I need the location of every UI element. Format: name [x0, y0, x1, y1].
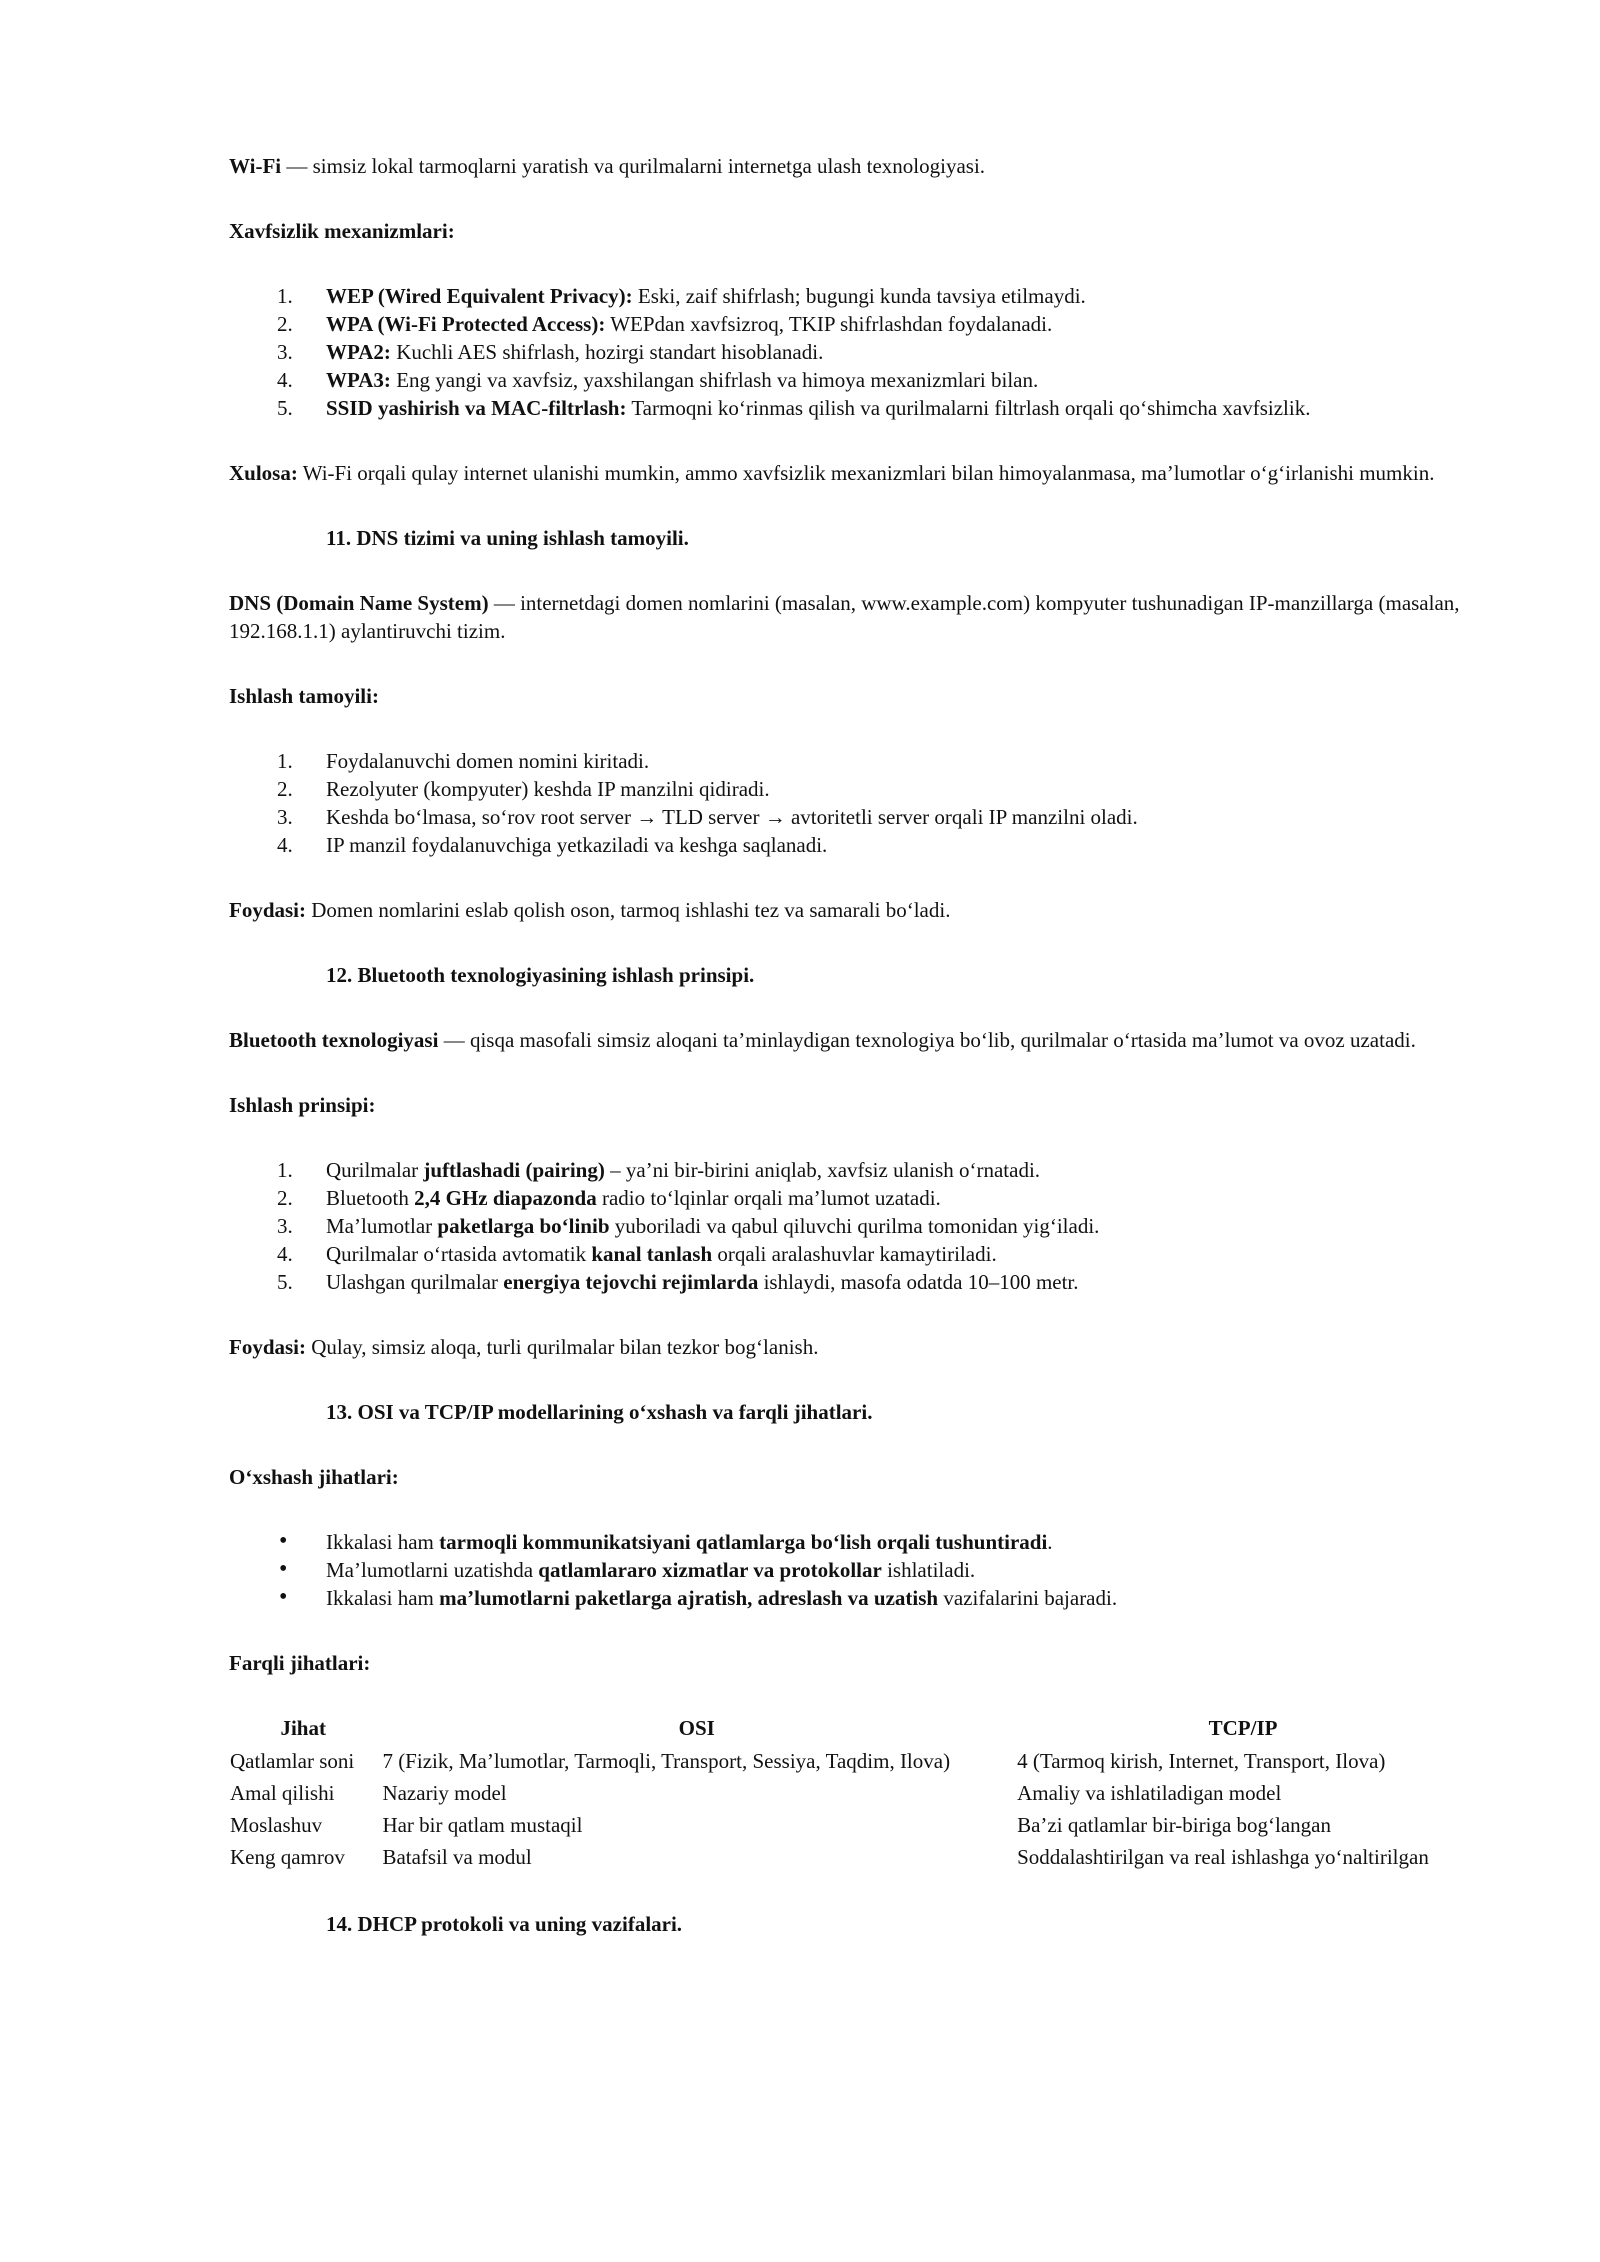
wifi-security-heading: Xavfsizlik mexanizmlari: [229, 219, 455, 243]
list-item [229, 282, 1474, 310]
bullet-icon: • [279, 1584, 288, 1610]
list-item-text: Kuchli AES shifrlash, hozirgi standart hisoblanadi. [390, 340, 824, 364]
bluetooth-benefit [229, 1333, 1474, 1361]
table-cell: Amal qilishi [230, 1781, 335, 1805]
benefit-text: Domen nomlarini eslab qolish oson, tarmoq ishlashi tez va samarali bo‘ladi. [306, 898, 951, 922]
list-item-text: WEPdan xavfsizroq, TKIP shifrlashdan foydalanadi. [605, 312, 1053, 336]
list-number: 1. [277, 1158, 293, 1182]
dns-section-title: 11. DNS tizimi va uning ishlash tamoyili. [326, 526, 689, 550]
table-cell: Qatlamlar soni [230, 1749, 355, 1773]
list-item-text: Eski, zaif shifrlash; bugungi kunda tavsiya etilmaydi. [632, 284, 1086, 308]
list-item-emphasis: qatlamlararo xizmatlar va protokollar [538, 1558, 882, 1582]
dns-principle-heading: Ishlash tamoyili: [229, 684, 379, 708]
list-item-emphasis: kanal tanlash [591, 1242, 713, 1266]
list-item-term: WPA (Wi-Fi Protected Access): [326, 312, 606, 336]
list-item [229, 310, 1474, 338]
list-item-text: Qurilmalar o‘rtasida avtomatik [326, 1242, 592, 1266]
document-body [229, 152, 1474, 1975]
dns-steps-list [229, 747, 1474, 859]
wifi-security-list [229, 282, 1474, 422]
table-header-row [227, 1714, 1472, 1745]
list-item-text: ishlaydi, masofa odatda 10–100 metr. [758, 1270, 1079, 1294]
list-item-term: WPA2: [326, 340, 391, 364]
dhcp-section-title: 14. DHCP protokoli va uning vazifalari. [326, 1912, 683, 1936]
list-item-text: Bluetooth [326, 1186, 415, 1210]
list-item-emphasis: tarmoqli kommunikatsiyani qatlamlarga bo‘lish orqali tushuntiradi [439, 1530, 1048, 1554]
list-item [229, 1156, 1474, 1184]
conclusion-text: Wi-Fi orqali qulay internet ulanishi mumkin, ammo xavfsizlik mexanizmlari bilan himoyalanmasa, ma’lumotlar o‘g‘irlanishi mumkin. [297, 461, 1435, 485]
list-item [229, 775, 1474, 803]
column-header-tcpip: TCP/IP [1208, 1716, 1278, 1740]
list-item [229, 338, 1474, 366]
list-item-term: SSID yashirish va MAC-filtrlash: [326, 396, 627, 420]
list-item [229, 1584, 1474, 1612]
list-item-text: ishlatiladi. [881, 1558, 976, 1582]
table-cell: Keng qamrov [230, 1845, 345, 1869]
list-item-term: WPA3: [326, 368, 391, 392]
table-cell: Nazariy model [382, 1781, 507, 1805]
table-cell: Har bir qatlam mustaqil [382, 1813, 583, 1837]
table-cell: Moslashuv [230, 1813, 323, 1837]
osi-section-title: 13. OSI va TCP/IP modellarining o‘xshash va farqli jihatlari. [326, 1400, 873, 1424]
table-cell: Soddalashtirilgan va real ishlashga yo‘naltirilgan [1017, 1845, 1429, 1869]
bluetooth-principle-heading: Ishlash prinsipi: [229, 1093, 376, 1117]
comparison-table [227, 1714, 1472, 1873]
list-number: 2. [277, 1186, 293, 1210]
bluetooth-definition-text: — qisqa masofali simsiz aloqani ta’minlaydigan texnologiya bo‘lib, qurilmalar o‘rtasida ma’lumot va ovoz uzatadi. [438, 1028, 1416, 1052]
osi-diff-heading: Farqli jihatlari: [229, 1651, 371, 1675]
list-item-emphasis: juftlashadi (pairing) [423, 1158, 605, 1182]
column-header-aspect: Jihat [280, 1716, 326, 1740]
list-number: 4. [277, 833, 293, 857]
list-item-text: Qurilmalar [326, 1158, 424, 1182]
list-number: 3. [277, 805, 293, 829]
list-item-text: Keshda bo‘lmasa, so‘rov root server → TLD server → avtoritetli server orqali IP manzilni oladi. [326, 805, 1138, 829]
list-number: 1. [277, 284, 293, 308]
column-header-osi: OSI [678, 1716, 715, 1740]
list-item [229, 1240, 1474, 1268]
list-item [229, 803, 1474, 831]
table-cell: Amaliy va ishlatiladigan model [1017, 1781, 1282, 1805]
dns-definition [229, 589, 1474, 645]
bluetooth-definition [229, 1026, 1474, 1054]
list-item [229, 747, 1474, 775]
list-item [229, 366, 1474, 394]
list-number: 5. [277, 1270, 293, 1294]
list-number: 4. [277, 1242, 293, 1266]
list-item-text: Ma’lumotlar [326, 1214, 438, 1238]
dns-definition-text: — internetdagi domen nomlarini (masalan, www.example.com) kompyuter tushunadigan IP-manzillarga (masalan, 192.168.1.1) aylantiruvchi tizim. [229, 591, 1460, 643]
table-row [227, 1809, 1472, 1841]
list-number: 3. [277, 340, 293, 364]
list-item-term: WEP (Wired Equivalent Privacy): [326, 284, 633, 308]
bullet-icon: • [279, 1556, 288, 1582]
list-number: 3. [277, 1214, 293, 1238]
dns-term: DNS (Domain Name System) [229, 591, 489, 615]
table-cell: Ba’zi qatlamlar bir-biriga bog‘langan [1017, 1813, 1331, 1837]
table-cell: 4 (Tarmoq kirish, Internet, Transport, Ilova) [1017, 1749, 1386, 1773]
list-item-text: radio to‘lqinlar orqali ma’lumot uzatadi. [596, 1186, 941, 1210]
list-item-text: Ikkalasi ham [326, 1530, 440, 1554]
wifi-definition-text: — simsiz lokal tarmoqlarni yaratish va qurilmalarni internetga ulash texnologiyasi. [281, 154, 986, 178]
bullet-icon: • [279, 1528, 288, 1554]
table-cell: Batafsil va modul [382, 1845, 532, 1869]
list-item [229, 1528, 1474, 1556]
list-item-text: Ulashgan qurilmalar [326, 1270, 504, 1294]
list-item-emphasis: 2,4 GHz diapazonda [414, 1186, 597, 1210]
list-item-emphasis: paketlarga bo‘linib [437, 1214, 610, 1238]
list-item [229, 831, 1474, 859]
benefit-label: Foydasi: [229, 898, 307, 922]
wifi-conclusion [229, 459, 1474, 487]
table-row [227, 1841, 1472, 1873]
list-item [229, 1556, 1474, 1584]
list-item-emphasis: ma’lumotlarni paketlarga ajratish, adreslash va uzatish [439, 1586, 939, 1610]
list-number: 2. [277, 777, 293, 801]
list-item-text: Ma’lumotlarni uzatishda [326, 1558, 539, 1582]
table-row [227, 1777, 1472, 1809]
dns-benefit [229, 896, 1474, 924]
list-item-text: . [1047, 1530, 1053, 1554]
bluetooth-term: Bluetooth texnologiyasi [229, 1028, 439, 1052]
list-item-text: Ikkalasi ham [326, 1586, 440, 1610]
list-item-text: Rezolyuter (kompyuter) keshda IP manzilni qidiradi. [326, 777, 770, 801]
wifi-definition [229, 152, 1474, 180]
list-item-text: vazifalarini bajaradi. [938, 1586, 1118, 1610]
list-item-text: yuboriladi va qabul qiluvchi qurilma tomonidan yig‘iladi. [609, 1214, 1100, 1238]
list-item [229, 1268, 1474, 1296]
bluetooth-steps-list [229, 1156, 1474, 1296]
list-item [229, 1184, 1474, 1212]
osi-similar-list [229, 1528, 1474, 1612]
osi-similar-heading: O‘xshash jihatlari: [229, 1465, 399, 1489]
list-item-text: Tarmoqni ko‘rinmas qilish va qurilmalarni filtrlash orqali qo‘shimcha xavfsizlik. [626, 396, 1311, 420]
list-number: 1. [277, 749, 293, 773]
benefit-text: Qulay, simsiz aloqa, turli qurilmalar bilan tezkor bog‘lanish. [306, 1335, 819, 1359]
list-item [229, 1212, 1474, 1240]
list-number: 4. [277, 368, 293, 392]
list-item-emphasis: energiya tejovchi rejimlarda [503, 1270, 759, 1294]
bluetooth-section-title: 12. Bluetooth texnologiyasining ishlash prinsipi. [326, 963, 755, 987]
table-row [227, 1745, 1472, 1777]
list-item-text: – ya’ni bir-birini aniqlab, xavfsiz ulanish o‘rnatadi. [604, 1158, 1041, 1182]
list-item-text: orqali aralashuvlar kamaytiriladi. [712, 1242, 997, 1266]
table-cell: 7 (Fizik, Ma’lumotlar, Tarmoqli, Transport, Sessiya, Taqdim, Ilova) [382, 1749, 951, 1773]
list-item-text: Eng yangi va xavfsiz, yaxshilangan shifrlash va himoya mexanizmlari bilan. [390, 368, 1039, 392]
wifi-term: Wi-Fi [229, 154, 282, 178]
list-item [229, 394, 1474, 422]
list-item-text: IP manzil foydalanuvchiga yetkaziladi va keshga saqlanadi. [326, 833, 828, 857]
conclusion-label: Xulosa: [229, 461, 298, 485]
list-number: 2. [277, 312, 293, 336]
list-item-text: Foydalanuvchi domen nomini kiritadi. [326, 749, 650, 773]
list-number: 5. [277, 396, 293, 420]
benefit-label: Foydasi: [229, 1335, 307, 1359]
